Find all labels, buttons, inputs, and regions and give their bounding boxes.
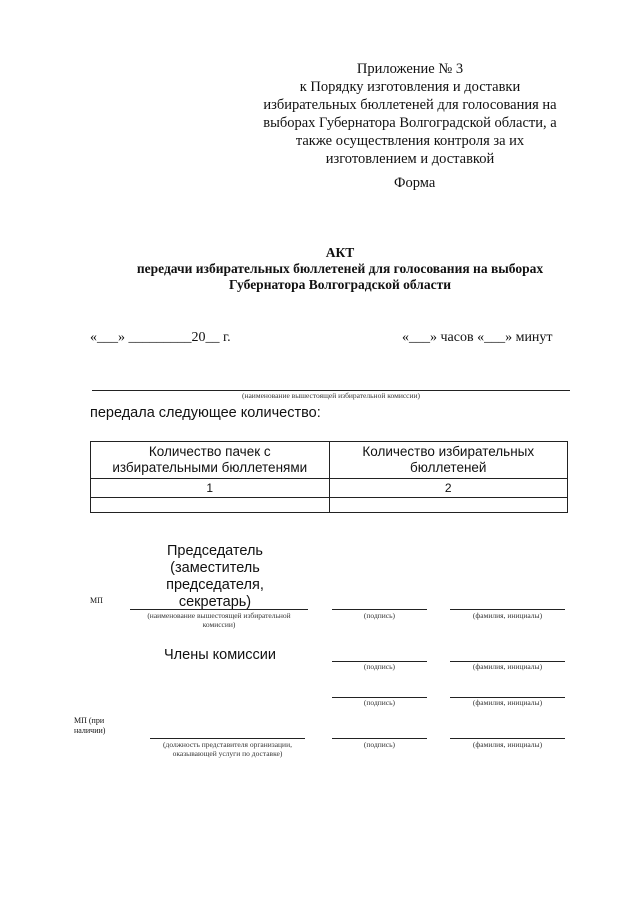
chairman-label xyxy=(135,543,295,611)
org-rep-caption: (должность представителя организации, оказывающей услуги по доставке) xyxy=(163,740,292,758)
quantity-table xyxy=(90,441,568,513)
signature-caption: (подпись) xyxy=(363,740,396,749)
commission-name-line xyxy=(130,609,308,610)
signature-caption: (подпись) xyxy=(363,662,396,671)
signature-caption: (подпись) xyxy=(363,611,396,620)
appendix-line: к Порядку изготовления и доставки xyxy=(299,79,521,95)
table-number-row xyxy=(91,479,568,498)
appendix-header xyxy=(240,60,580,168)
header-ballots: Количество избирательных бюллетеней xyxy=(329,442,568,479)
header-packs: Количество пачек с избирательными бюллетенями xyxy=(91,442,330,479)
signature-line xyxy=(332,609,427,610)
form-label: Форма xyxy=(394,175,436,191)
table-header-row xyxy=(91,442,568,479)
name-caption: (фамилия, инициалы) xyxy=(472,662,543,671)
members-label: Члены комиссии xyxy=(164,647,276,663)
seal-placeholder: МП (при наличии) xyxy=(74,716,106,735)
act-title xyxy=(60,245,620,293)
act-title-line: АКТ xyxy=(325,245,355,260)
table-row xyxy=(91,498,568,513)
commission-name-caption: (наименование вышестоящей избирательной комиссии) xyxy=(241,391,421,400)
commission-name-caption: (наименование вышестоящей избирательной комиссии) xyxy=(147,611,291,629)
act-time: «___» часов «___» минут xyxy=(402,330,553,345)
transferred-text: передала следующее количество: xyxy=(90,405,321,421)
column-number: 1 xyxy=(91,479,330,498)
seal-placeholder: МП xyxy=(90,596,103,605)
column-number: 2 xyxy=(329,479,568,498)
chairman-line: Председатель xyxy=(167,543,263,559)
packs-count-cell xyxy=(91,498,330,513)
name-caption: (фамилия, инициалы) xyxy=(472,611,543,620)
name-line xyxy=(450,738,565,739)
appendix-line: Приложение № 3 xyxy=(356,61,464,77)
chairman-line: (заместитель xyxy=(170,560,260,576)
act-title-line: передачи избирательных бюллетеней для голосования на выборах xyxy=(136,261,544,276)
appendix-line: изготовлением и доставкой xyxy=(325,151,495,167)
name-caption: (фамилия, инициалы) xyxy=(472,740,543,749)
appendix-line: избирательных бюллетеней для голосования на xyxy=(263,97,557,113)
act-date: «___» _________20__ г. xyxy=(90,330,231,345)
org-rep-position-line xyxy=(150,738,305,739)
signature-caption: (подпись) xyxy=(363,698,396,707)
signature-line xyxy=(332,738,427,739)
appendix-line: выборах Губернатора Волгоградской области, а xyxy=(263,115,557,131)
appendix-line: также осуществления контроля за их xyxy=(295,133,525,149)
ballots-count-cell xyxy=(329,498,568,513)
act-title-line: Губернатора Волгоградской области xyxy=(228,277,452,292)
chairman-line: председателя, секретарь) xyxy=(166,577,264,610)
name-caption: (фамилия, инициалы) xyxy=(472,698,543,707)
name-line xyxy=(450,609,565,610)
